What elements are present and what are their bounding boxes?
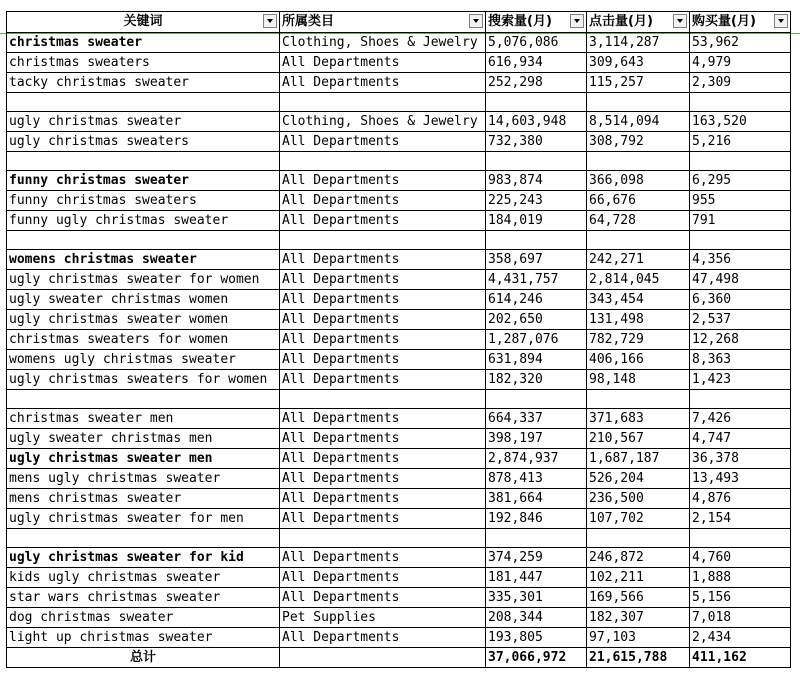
search-volume-cell[interactable]: 252,298	[486, 73, 587, 93]
header-row	[7, 12, 791, 33]
search-volume-cell[interactable]	[486, 152, 587, 171]
search-volume-cell[interactable]: 184,019	[486, 211, 587, 231]
filter-dropdown-icon[interactable]	[570, 14, 584, 28]
category-cell[interactable]: All Departments	[280, 211, 486, 231]
purchases-cell[interactable]: 1,423	[690, 370, 791, 390]
search-volume-cell[interactable]: 208,344	[486, 608, 587, 628]
keyword-cell[interactable]: tacky christmas sweater	[7, 73, 280, 93]
filter-dropdown-icon[interactable]	[469, 14, 483, 28]
purchases-cell[interactable]	[690, 152, 791, 171]
table-row	[7, 449, 791, 469]
table-body	[7, 33, 791, 648]
clicks-cell[interactable]: 8,514,094	[587, 112, 690, 132]
keyword-cell[interactable]: ugly christmas sweater for men	[7, 509, 280, 529]
search-volume-cell[interactable]: 202,650	[486, 310, 587, 330]
keyword-cell[interactable]: funny christmas sweater	[7, 171, 280, 191]
purchases-cell[interactable]: 4,876	[690, 489, 791, 509]
keyword-cell[interactable]: christmas sweaters for women	[7, 330, 280, 350]
search-volume-cell[interactable]: 1,287,076	[486, 330, 587, 350]
search-volume-cell[interactable]: 616,934	[486, 53, 587, 73]
header-purchases	[690, 12, 791, 33]
keyword-cell[interactable]: ugly sweater christmas women	[7, 290, 280, 310]
table-row	[7, 33, 791, 53]
category-cell[interactable]: All Departments	[280, 449, 486, 469]
search-volume-cell[interactable]	[486, 93, 587, 112]
category-cell[interactable]: All Departments	[280, 290, 486, 310]
purchases-cell[interactable]: 36,378	[690, 449, 791, 469]
table-row	[7, 53, 791, 73]
search-volume-cell[interactable]: 381,664	[486, 489, 587, 509]
purchases-cell[interactable]: 7,018	[690, 608, 791, 628]
clicks-cell[interactable]: 98,148	[587, 370, 690, 390]
table-row	[7, 370, 791, 390]
keyword-cell[interactable]: mens christmas sweater	[7, 489, 280, 509]
clicks-cell[interactable]: 242,271	[587, 250, 690, 270]
purchases-cell[interactable]: 791	[690, 211, 791, 231]
purchases-cell[interactable]: 163,520	[690, 112, 791, 132]
clicks-cell[interactable]: 3,114,287	[587, 33, 690, 53]
table-row	[7, 290, 791, 310]
table-row	[7, 310, 791, 330]
purchases-cell[interactable]: 4,760	[690, 548, 791, 568]
clicks-cell[interactable]	[587, 231, 690, 250]
keyword-cell[interactable]	[7, 529, 280, 548]
category-cell[interactable]	[280, 390, 486, 409]
clicks-cell[interactable]: 366,098	[587, 171, 690, 191]
category-cell[interactable]: All Departments	[280, 370, 486, 390]
purchases-cell[interactable]: 8,363	[690, 350, 791, 370]
keyword-cell[interactable]: ugly sweater christmas men	[7, 429, 280, 449]
keyword-cell[interactable]: ugly christmas sweater for women	[7, 270, 280, 290]
purchases-cell[interactable]: 2,434	[690, 628, 791, 648]
category-cell[interactable]: All Departments	[280, 628, 486, 648]
table-row	[7, 73, 791, 93]
table-row	[7, 429, 791, 449]
clicks-cell[interactable]: 64,728	[587, 211, 690, 231]
category-cell[interactable]: All Departments	[280, 548, 486, 568]
purchases-cell[interactable]: 47,498	[690, 270, 791, 290]
search-volume-cell[interactable]: 182,320	[486, 370, 587, 390]
keyword-cell[interactable]: ugly christmas sweaters	[7, 132, 280, 152]
table-row	[7, 568, 791, 588]
clicks-cell[interactable]: 97,103	[587, 628, 690, 648]
table-row	[7, 588, 791, 608]
search-volume-cell[interactable]: 193,805	[486, 628, 587, 648]
table-row	[7, 350, 791, 370]
total-category-cell[interactable]	[280, 648, 486, 668]
clicks-cell[interactable]	[587, 93, 690, 112]
purchases-cell[interactable]: 7,426	[690, 409, 791, 429]
keyword-cell[interactable]: funny ugly christmas sweater	[7, 211, 280, 231]
clicks-cell[interactable]: 343,454	[587, 290, 690, 310]
clicks-cell[interactable]: 131,498	[587, 310, 690, 330]
keyword-cell[interactable]	[7, 390, 280, 409]
keyword-cell[interactable]: ugly christmas sweater for kid	[7, 548, 280, 568]
purchases-cell[interactable]: 4,356	[690, 250, 791, 270]
category-cell[interactable]	[280, 231, 486, 250]
category-cell[interactable]: All Departments	[280, 53, 486, 73]
keyword-cell[interactable]: star wars christmas sweater	[7, 588, 280, 608]
filter-dropdown-icon[interactable]	[774, 14, 788, 28]
search-volume-cell[interactable]: 225,243	[486, 191, 587, 211]
purchases-cell[interactable]: 4,979	[690, 53, 791, 73]
search-volume-cell[interactable]: 14,603,948	[486, 112, 587, 132]
total-clicks[interactable]: 21,615,788	[587, 648, 690, 668]
total-label[interactable]: 总计	[7, 648, 280, 668]
clicks-cell[interactable]: 210,567	[587, 429, 690, 449]
category-cell[interactable]: All Departments	[280, 409, 486, 429]
category-cell[interactable]: All Departments	[280, 330, 486, 350]
keyword-cell[interactable]: ugly christmas sweater men	[7, 449, 280, 469]
category-cell[interactable]: Clothing, Shoes & Jewelry	[280, 112, 486, 132]
clicks-cell[interactable]: 115,257	[587, 73, 690, 93]
category-cell[interactable]: All Departments	[280, 191, 486, 211]
category-cell[interactable]: All Departments	[280, 568, 486, 588]
keyword-cell[interactable]: ugly christmas sweater	[7, 112, 280, 132]
category-cell[interactable]: All Departments	[280, 171, 486, 191]
purchases-cell[interactable]: 955	[690, 191, 791, 211]
table-row	[7, 608, 791, 628]
keyword-cell[interactable]	[7, 152, 280, 171]
purchases-cell[interactable]: 5,156	[690, 588, 791, 608]
filter-dropdown-icon[interactable]	[673, 14, 687, 28]
table-row	[7, 548, 791, 568]
purchases-cell[interactable]: 1,888	[690, 568, 791, 588]
purchases-cell[interactable]	[690, 231, 791, 250]
keyword-cell[interactable]	[7, 93, 280, 112]
search-volume-cell[interactable]: 732,380	[486, 132, 587, 152]
table-row	[7, 211, 791, 231]
clicks-cell[interactable]: 782,729	[587, 330, 690, 350]
purchases-cell[interactable]: 2,154	[690, 509, 791, 529]
category-cell[interactable]	[280, 529, 486, 548]
category-cell[interactable]: All Departments	[280, 310, 486, 330]
clicks-cell[interactable]: 246,872	[587, 548, 690, 568]
keyword-cell[interactable]: christmas sweater men	[7, 409, 280, 429]
search-volume-cell[interactable]: 614,246	[486, 290, 587, 310]
purchases-cell[interactable]: 6,360	[690, 290, 791, 310]
keyword-cell[interactable]: ugly christmas sweater women	[7, 310, 280, 330]
keyword-table	[6, 11, 791, 668]
table-row	[7, 270, 791, 290]
clicks-cell[interactable]: 2,814,045	[587, 270, 690, 290]
search-volume-cell[interactable]: 631,894	[486, 350, 587, 370]
table-row	[7, 509, 791, 529]
blank-row	[7, 529, 791, 548]
keyword-cell[interactable]: christmas sweater	[7, 33, 280, 53]
keyword-cell[interactable]: mens ugly christmas sweater	[7, 469, 280, 489]
clicks-cell[interactable]: 169,566	[587, 588, 690, 608]
total-purchases[interactable]: 411,162	[690, 648, 791, 668]
blank-row	[7, 231, 791, 250]
search-volume-cell[interactable]: 181,447	[486, 568, 587, 588]
keyword-cell[interactable]: light up christmas sweater	[7, 628, 280, 648]
clicks-cell[interactable]: 406,166	[587, 350, 690, 370]
clicks-cell[interactable]: 1,687,187	[587, 449, 690, 469]
search-volume-cell[interactable]: 398,197	[486, 429, 587, 449]
category-cell[interactable]: All Departments	[280, 73, 486, 93]
search-volume-cell[interactable]: 878,413	[486, 469, 587, 489]
clicks-cell[interactable]: 308,792	[587, 132, 690, 152]
purchases-cell[interactable]: 2,537	[690, 310, 791, 330]
keyword-cell[interactable]	[7, 231, 280, 250]
purchases-cell[interactable]: 13,493	[690, 469, 791, 489]
keyword-cell[interactable]: womens christmas sweater	[7, 250, 280, 270]
keyword-cell[interactable]: kids ugly christmas sweater	[7, 568, 280, 588]
table-row	[7, 132, 791, 152]
clicks-cell[interactable]: 182,307	[587, 608, 690, 628]
filter-dropdown-icon[interactable]	[263, 14, 277, 28]
header-category-label: 所属类目	[282, 14, 335, 29]
header-category	[280, 12, 486, 33]
category-cell[interactable]: All Departments	[280, 429, 486, 449]
category-cell[interactable]: All Departments	[280, 250, 486, 270]
table-row	[7, 112, 791, 132]
category-cell[interactable]: All Departments	[280, 350, 486, 370]
keyword-cell[interactable]: ugly christmas sweaters for women	[7, 370, 280, 390]
category-cell[interactable]: All Departments	[280, 469, 486, 489]
search-volume-cell[interactable]: 4,431,757	[486, 270, 587, 290]
total-row	[7, 648, 791, 668]
clicks-cell[interactable]: 66,676	[587, 191, 690, 211]
search-volume-cell[interactable]: 2,874,937	[486, 449, 587, 469]
category-cell[interactable]: Clothing, Shoes & Jewelry	[280, 33, 486, 53]
total-search-volume[interactable]: 37,066,972	[486, 648, 587, 668]
category-cell[interactable]: Pet Supplies	[280, 608, 486, 628]
category-cell[interactable]: All Departments	[280, 588, 486, 608]
clicks-cell[interactable]: 309,643	[587, 53, 690, 73]
header-clicks	[587, 12, 690, 33]
category-cell[interactable]: All Departments	[280, 132, 486, 152]
clicks-cell[interactable]: 102,211	[587, 568, 690, 588]
keyword-cell[interactable]: dog christmas sweater	[7, 608, 280, 628]
blank-row	[7, 152, 791, 171]
clicks-cell[interactable]: 371,683	[587, 409, 690, 429]
purchases-cell[interactable]: 4,747	[690, 429, 791, 449]
category-cell[interactable]: All Departments	[280, 509, 486, 529]
table-row	[7, 628, 791, 648]
keyword-cell[interactable]: funny christmas sweaters	[7, 191, 280, 211]
clicks-cell[interactable]	[587, 390, 690, 409]
table-row	[7, 191, 791, 211]
search-volume-cell[interactable]: 664,337	[486, 409, 587, 429]
purchases-cell[interactable]: 53,962	[690, 33, 791, 53]
clicks-cell[interactable]: 236,500	[587, 489, 690, 509]
category-cell[interactable]: All Departments	[280, 270, 486, 290]
blank-row	[7, 390, 791, 409]
blank-row	[7, 93, 791, 112]
search-volume-cell[interactable]	[486, 390, 587, 409]
purchases-cell[interactable]: 2,309	[690, 73, 791, 93]
purchases-cell[interactable]	[690, 390, 791, 409]
table-row	[7, 469, 791, 489]
clicks-cell[interactable]: 107,702	[587, 509, 690, 529]
category-cell[interactable]	[280, 152, 486, 171]
header-search-volume-label: 搜索量(月)	[488, 14, 552, 29]
search-volume-cell[interactable]	[486, 529, 587, 548]
clicks-cell[interactable]	[587, 152, 690, 171]
header-purchases-label: 购买量(月)	[692, 14, 756, 29]
purchases-cell[interactable]	[690, 529, 791, 548]
table-row	[7, 489, 791, 509]
search-volume-cell[interactable]: 192,846	[486, 509, 587, 529]
header-clicks-label: 点击量(月)	[589, 14, 653, 29]
header-keyword	[7, 12, 280, 33]
keyword-cell[interactable]: womens ugly christmas sweater	[7, 350, 280, 370]
keyword-cell[interactable]: christmas sweaters	[7, 53, 280, 73]
table-row	[7, 409, 791, 429]
table-row	[7, 330, 791, 350]
search-volume-cell[interactable]: 5,076,086	[486, 33, 587, 53]
clicks-cell[interactable]	[587, 529, 690, 548]
purchases-cell[interactable]: 5,216	[690, 132, 791, 152]
table-row	[7, 250, 791, 270]
header-keyword-label: 关键词	[123, 14, 163, 29]
clicks-cell[interactable]: 526,204	[587, 469, 690, 489]
search-volume-cell[interactable]: 983,874	[486, 171, 587, 191]
search-volume-cell[interactable]: 358,697	[486, 250, 587, 270]
purchases-cell[interactable]: 6,295	[690, 171, 791, 191]
search-volume-cell[interactable]: 335,301	[486, 588, 587, 608]
purchases-cell[interactable]: 12,268	[690, 330, 791, 350]
search-volume-cell[interactable]: 374,259	[486, 548, 587, 568]
table-row	[7, 171, 791, 191]
search-volume-cell[interactable]	[486, 231, 587, 250]
header-search-volume	[486, 12, 587, 33]
purchases-cell[interactable]	[690, 93, 791, 112]
category-cell[interactable]	[280, 93, 486, 112]
category-cell[interactable]: All Departments	[280, 489, 486, 509]
